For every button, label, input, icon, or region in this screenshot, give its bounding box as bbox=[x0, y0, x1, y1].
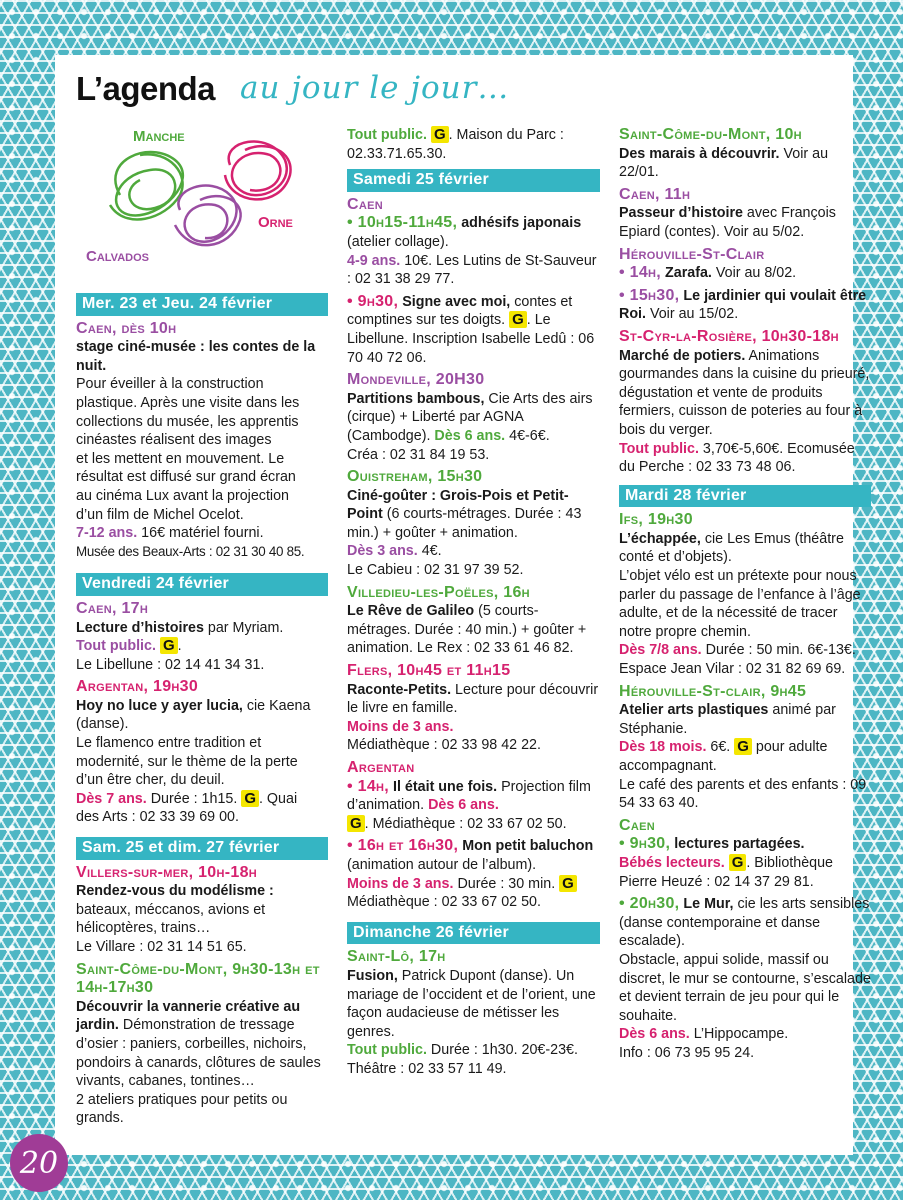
event-title: Mon petit baluchon bbox=[458, 838, 594, 855]
event-place: Caen bbox=[619, 816, 655, 834]
date-header: Samedi 25 février bbox=[347, 169, 600, 192]
event-age: 7-12 ans. bbox=[76, 525, 138, 542]
event-venue: Le café des parents et des enfants : 09 54 33 63 40. bbox=[619, 776, 867, 812]
event-age: Tout public. bbox=[347, 127, 427, 143]
event-text: cinéastes réalisent des images bbox=[76, 432, 272, 449]
event-place: Mondeville, 20H30 bbox=[347, 371, 485, 389]
event-age: Moins de 3 ans. bbox=[347, 875, 454, 892]
free-badge: G bbox=[729, 854, 747, 871]
event-text: et les mettent en mouvement. Le bbox=[76, 450, 285, 467]
event-venue: Le Cabieu : 02 31 97 39 52. bbox=[347, 562, 524, 579]
event-text: Lecture pour découvrir le livre en famille. bbox=[347, 681, 599, 717]
event-time: • 10h15-11h45, bbox=[347, 214, 458, 232]
event-age: 4-9 ans. bbox=[347, 252, 401, 269]
event-place: Caen, 11h bbox=[619, 185, 691, 203]
event-text: d’un film de Michel Ocelot. bbox=[76, 506, 244, 523]
event-text: par Myriam. bbox=[203, 619, 284, 636]
event-price: 4€-6€. bbox=[505, 427, 550, 444]
event-text: cie Kaena (danse). bbox=[76, 697, 311, 733]
event-age: Dès 3 ans. bbox=[347, 543, 418, 560]
event-time: • 20h30, bbox=[619, 895, 680, 913]
event-text: Pour éveiller à la construction bbox=[76, 376, 264, 393]
event-text: Voir au 15/02. bbox=[646, 306, 739, 323]
event-text: plastique. Après une visite dans les bbox=[76, 394, 300, 411]
event-time: • 14h, bbox=[619, 264, 662, 282]
date-header: Dimanche 26 février bbox=[347, 922, 600, 945]
event-age: Dès 6 ans. bbox=[428, 797, 499, 814]
event-text: animé par Stéphanie. bbox=[619, 702, 836, 737]
event-price: Durée : 1h30. 20€-23€. bbox=[426, 1042, 578, 1059]
event-price: 4€. bbox=[417, 543, 442, 560]
event-place: Saint-Lô, 17h bbox=[347, 948, 446, 966]
event-title: Passeur d’histoire bbox=[619, 205, 743, 222]
event-time: • 14h, bbox=[347, 777, 390, 795]
event-age: Tout public. bbox=[347, 1042, 427, 1059]
event-title: Rendez-vous du modélisme : bbox=[76, 883, 274, 900]
event-age: Tout public. bbox=[76, 638, 156, 655]
event-venue: . Médiathèque : 02 33 67 02 50. bbox=[364, 815, 567, 832]
event-text: Démonstration de tressage d’osier : paniers, corbeilles, nichoirs, pondoirs à canards, clôtures de saules vivants, cabanes, tontines… bbox=[76, 1017, 321, 1090]
event-place: Ouistreham, 15h30 bbox=[347, 468, 483, 486]
event-age: Dès 7 ans. bbox=[76, 790, 147, 807]
event-title: Fusion, bbox=[347, 967, 398, 984]
event-venue: Théâtre : 02 33 57 11 49. bbox=[347, 1060, 507, 1077]
region-label-manche: Manche bbox=[133, 128, 185, 145]
column-3 bbox=[619, 126, 871, 1063]
event-text: modernité, sur le thème de la perte bbox=[76, 753, 298, 770]
event-text: pour adulte accompagnant. bbox=[619, 739, 828, 774]
event-text: Projection film d’animation. bbox=[347, 778, 591, 814]
event-venue: L’Hippocampe. bbox=[689, 1026, 789, 1043]
event-place: Ifs, 19h30 bbox=[619, 511, 693, 529]
event-place: Argentan bbox=[347, 759, 415, 776]
event-title: Des marais à découvrir. bbox=[619, 145, 780, 162]
event-title: Marché de potiers. bbox=[619, 347, 746, 364]
event-text: d’un être cher, du deuil. bbox=[76, 772, 225, 789]
event-text: Voir au 22/01. bbox=[619, 145, 829, 181]
page-title: L’agenda bbox=[76, 70, 216, 107]
event-place: Flers, 10h45 et 11h15 bbox=[347, 662, 511, 680]
date-header: Vendredi 24 février bbox=[76, 573, 328, 596]
event-place: Caen bbox=[347, 195, 383, 213]
event-text: résultat est diffusé sur grand écran bbox=[76, 469, 296, 486]
free-badge: G bbox=[734, 738, 752, 755]
event-title: Hoy no luce y ayer lucia, bbox=[76, 697, 243, 714]
event-title: Le Mur, bbox=[679, 896, 734, 913]
event-age: Dès 6 ans. bbox=[619, 1026, 690, 1043]
event-title: Le Rêve de Galileo bbox=[347, 603, 475, 620]
event-venue: des Arts : 02 33 39 69 00. bbox=[76, 809, 239, 826]
free-badge: G bbox=[559, 875, 577, 892]
column-2 bbox=[347, 126, 600, 1079]
event-text: cie Les Emus (théâtre conté et d’objets). bbox=[619, 530, 844, 566]
event-age: Dès 6 ans. bbox=[434, 427, 506, 444]
event-age: Moins de 3 ans. bbox=[347, 718, 454, 735]
event-text: (atelier collage). bbox=[347, 233, 449, 250]
event-venue: Créa : 02 31 84 19 53. bbox=[347, 446, 490, 463]
event-venue: Médiathèque : 02 33 98 42 22. bbox=[347, 737, 541, 754]
event-venue: Le Villare : 02 31 14 51 65. bbox=[76, 939, 247, 955]
event-title: L’échappée, bbox=[619, 530, 701, 547]
event-duration: Durée : 1h15. bbox=[146, 790, 242, 807]
event-text: 2 ateliers pratiques pour petits ou grands. bbox=[76, 1091, 288, 1127]
event-time: • 15h30, bbox=[619, 286, 680, 304]
event-time: • 16h et 16h30, bbox=[347, 837, 459, 855]
event-title: Lecture d’histoires bbox=[76, 619, 204, 636]
event-text: avec François Epiard (contes). Voir au 5/02. bbox=[619, 205, 836, 240]
event-place: Caen, dès 10h bbox=[76, 319, 177, 337]
event-venue: Le Libellune : 02 14 41 34 31. bbox=[76, 656, 265, 673]
region-label-calvados: Calvados bbox=[86, 248, 149, 265]
event-title: stage ciné-musée : les contes de la nuit. bbox=[76, 339, 316, 374]
column-1: Mer. 23 et Jeu. 24 février Caen, dès 10h stage ciné-musée : les contes de la nuit. Pour éveiller à la construction plastique. Après une visite dans les collections du musée, les apprentis cinéastes réalisent des images et les mettent en mouvement. Le résultat est diffusé sur grand écran au cinéma Lux avant la projection d’un film de Michel Ocelot. 7-12 ans. 16€ matériel fourni. Musée des Beaux-Arts : 02 31 30 40 85. Vendredi 24 février Caen, 17h Lecture d’histoires par Myriam. Tout public. G . Le Libellune : 02 14 41 34 31. Argentan, 19h30 Hoy no luce y ayer lucia, cie Kaena (danse). Le flamenco entre tradition et modernité, sur le thème de la perte d’un être cher, du deuil. Dès 7 ans. Durée : 1h15. G . Quai des Arts : 02 33 39 69 00. Sam. 25 et dim. 27 février Villers-sur-mer, 10h-18h Rendez-vous du modélisme : bateaux, méccanos, avions et hélicoptères, trains… Le Villare : 02 31 14 51 65. Saint-Côme-du-Mont, 9h30-13h et 14h-17h30 Découvrir la vannerie créative au jardin. Démonstration de tressage d’osier : paniers, corbeilles, nichoirs, pondoirs à canards, clôtures de saules vivants, cabanes, tontines… 2 ateliers pratiques pour petits ou grands. bbox=[76, 287, 328, 1128]
event-title: Atelier arts plastiques bbox=[619, 702, 769, 719]
event-title: Partitions bambous, bbox=[347, 390, 485, 407]
event-age: Dès 18 mois. bbox=[619, 739, 707, 756]
event-text: . Quai bbox=[258, 790, 298, 807]
event-text: . Maison du Parc : bbox=[448, 127, 564, 143]
event-place: Villedieu-les-Poëles, 16h bbox=[347, 583, 530, 601]
event-text: hélicoptères, trains… bbox=[76, 920, 211, 937]
free-badge: G bbox=[160, 637, 178, 654]
event-age: Tout public. bbox=[619, 440, 699, 457]
event-title: Signe avec moi, bbox=[398, 293, 511, 310]
event-place: Saint-Côme-du-Mont, 9h30-13h et 14h-17h30 bbox=[76, 960, 320, 997]
event-title: lectures partagées. bbox=[670, 836, 805, 853]
event-age: Dès 7/8 ans. bbox=[619, 642, 702, 659]
event-title: adhésifs japonais bbox=[457, 215, 582, 232]
event-text: . Le Libellune. Inscription Isabelle Ledû : 06 70 40 72 06. bbox=[347, 312, 595, 366]
event-text: collections du musée, les apprentis bbox=[76, 413, 299, 430]
free-badge: G bbox=[431, 126, 449, 143]
event-title: Ciné-goûter : Grois-Pois et Petit-Point bbox=[347, 487, 569, 523]
event-venue: Musée des Beaux-Arts : 02 31 30 40 85. bbox=[76, 543, 305, 559]
event-venue: . Bibliothèque Pierre Heuzé : 02 14 37 29 81. bbox=[619, 854, 833, 890]
event-title: Il était une fois. bbox=[389, 778, 498, 795]
event-title: Zarafa. bbox=[661, 265, 712, 282]
event-place: Hérouville-St-clair, 9h45 bbox=[619, 682, 807, 700]
page-subtitle: au jour le jour… bbox=[240, 70, 510, 106]
event-text: Patrick Dupont (danse). Un mariage de l’occident et de l’orient, une façon audacieuse de métisser les genres. bbox=[347, 967, 596, 1040]
event-place: St-Cyr-la-Rosière, 10h30-18h bbox=[619, 327, 839, 345]
event-text: Animations gourmandes dans la cuisine du prieuré, dégustation et vente de produits fermiers, cuisson de poteries au four à bois du verger. bbox=[619, 347, 870, 438]
event-text: (5 courts-métrages. Durée : 40 min.) + goûter + animation. Le Rex : 02 33 61 46 82. bbox=[347, 603, 587, 657]
event-venue: Info : 06 73 95 95 24. bbox=[619, 1044, 755, 1061]
event-place: Hérouville-St-Clair bbox=[619, 245, 765, 263]
event-duration: Durée : 30 min. bbox=[453, 875, 560, 892]
event-text: Voir au 8/02. bbox=[711, 265, 797, 282]
event-place: Saint-Côme-du-Mont, 10h bbox=[619, 126, 802, 143]
event-text: contes et comptines sur tes doigts. bbox=[347, 293, 573, 329]
event-time: • 9h30, bbox=[347, 292, 399, 310]
event-time: • 9h30, bbox=[619, 835, 671, 853]
free-badge: G bbox=[241, 790, 259, 807]
event-price: 16€ matériel fourni. bbox=[137, 525, 264, 542]
event-text: au cinéma Lux avant la projection bbox=[76, 487, 289, 504]
event-text: Le flamenco entre tradition et bbox=[76, 735, 262, 752]
event-venue: Espace Jean Vilar : 02 31 82 69 69. bbox=[619, 661, 846, 678]
event-title: Le jardinier qui voulait être Roi. bbox=[619, 287, 867, 323]
date-header: Mardi 28 février bbox=[619, 485, 871, 508]
event-text: 10€. Les Lutins de St-Sauveur : 02 31 38 29 77. bbox=[347, 252, 597, 288]
event-venue: Médiathèque : 02 33 67 02 50. bbox=[347, 894, 541, 911]
event-text: (animation autour de l’album). bbox=[347, 856, 537, 873]
event-text: L’objet vélo est un prétexte pour nous parler du passage de l’enfance à l’âge adulte, et de la nécessité de tracer notre propre chemin. bbox=[619, 568, 861, 640]
event-place: Villers-sur-mer, 10h-18h bbox=[76, 863, 258, 881]
event-title: Découvrir la vannerie créative au jardin. bbox=[76, 998, 301, 1034]
event-text: cie les arts sensibles (danse contemporaine et danse escalade). bbox=[619, 896, 870, 950]
event-age: Bébés lecteurs. bbox=[619, 854, 725, 871]
free-badge: G bbox=[347, 815, 365, 832]
event-text: Cie Arts des airs (cirque) + Liberté par AGNA (Cambodge). bbox=[347, 390, 593, 444]
event-venue: 02.33.71.65.30. bbox=[347, 145, 447, 162]
region-label-orne: Orne bbox=[258, 214, 293, 231]
event-text: Obstacle, appui solide, massif ou discret, le mur se contourne, s’escalade et devient terrain de jeu pour qui le souhaite. bbox=[619, 951, 871, 1024]
date-header: Sam. 25 et dim. 27 février bbox=[76, 837, 328, 860]
free-badge: G bbox=[509, 311, 527, 328]
event-venue: 3,70€-5,60€. Ecomusée du Perche : 02 33 73 48 06. bbox=[619, 440, 855, 476]
event-place: Argentan, 19h30 bbox=[76, 678, 199, 696]
event-text: (6 courts-métrages. Durée : 43 min.) + goûter + animation. bbox=[347, 506, 582, 541]
event-price: 6€. bbox=[706, 739, 735, 756]
date-header: Mer. 23 et Jeu. 24 février bbox=[76, 293, 328, 316]
page-number: 20 bbox=[10, 1134, 68, 1192]
event-text: bateaux, méccanos, avions et bbox=[76, 901, 266, 918]
event-title: Raconte-Petits. bbox=[347, 681, 452, 698]
event-price: Durée : 50 min. 6€-13€. bbox=[701, 642, 856, 659]
event-place: Caen, 17h bbox=[76, 599, 149, 617]
